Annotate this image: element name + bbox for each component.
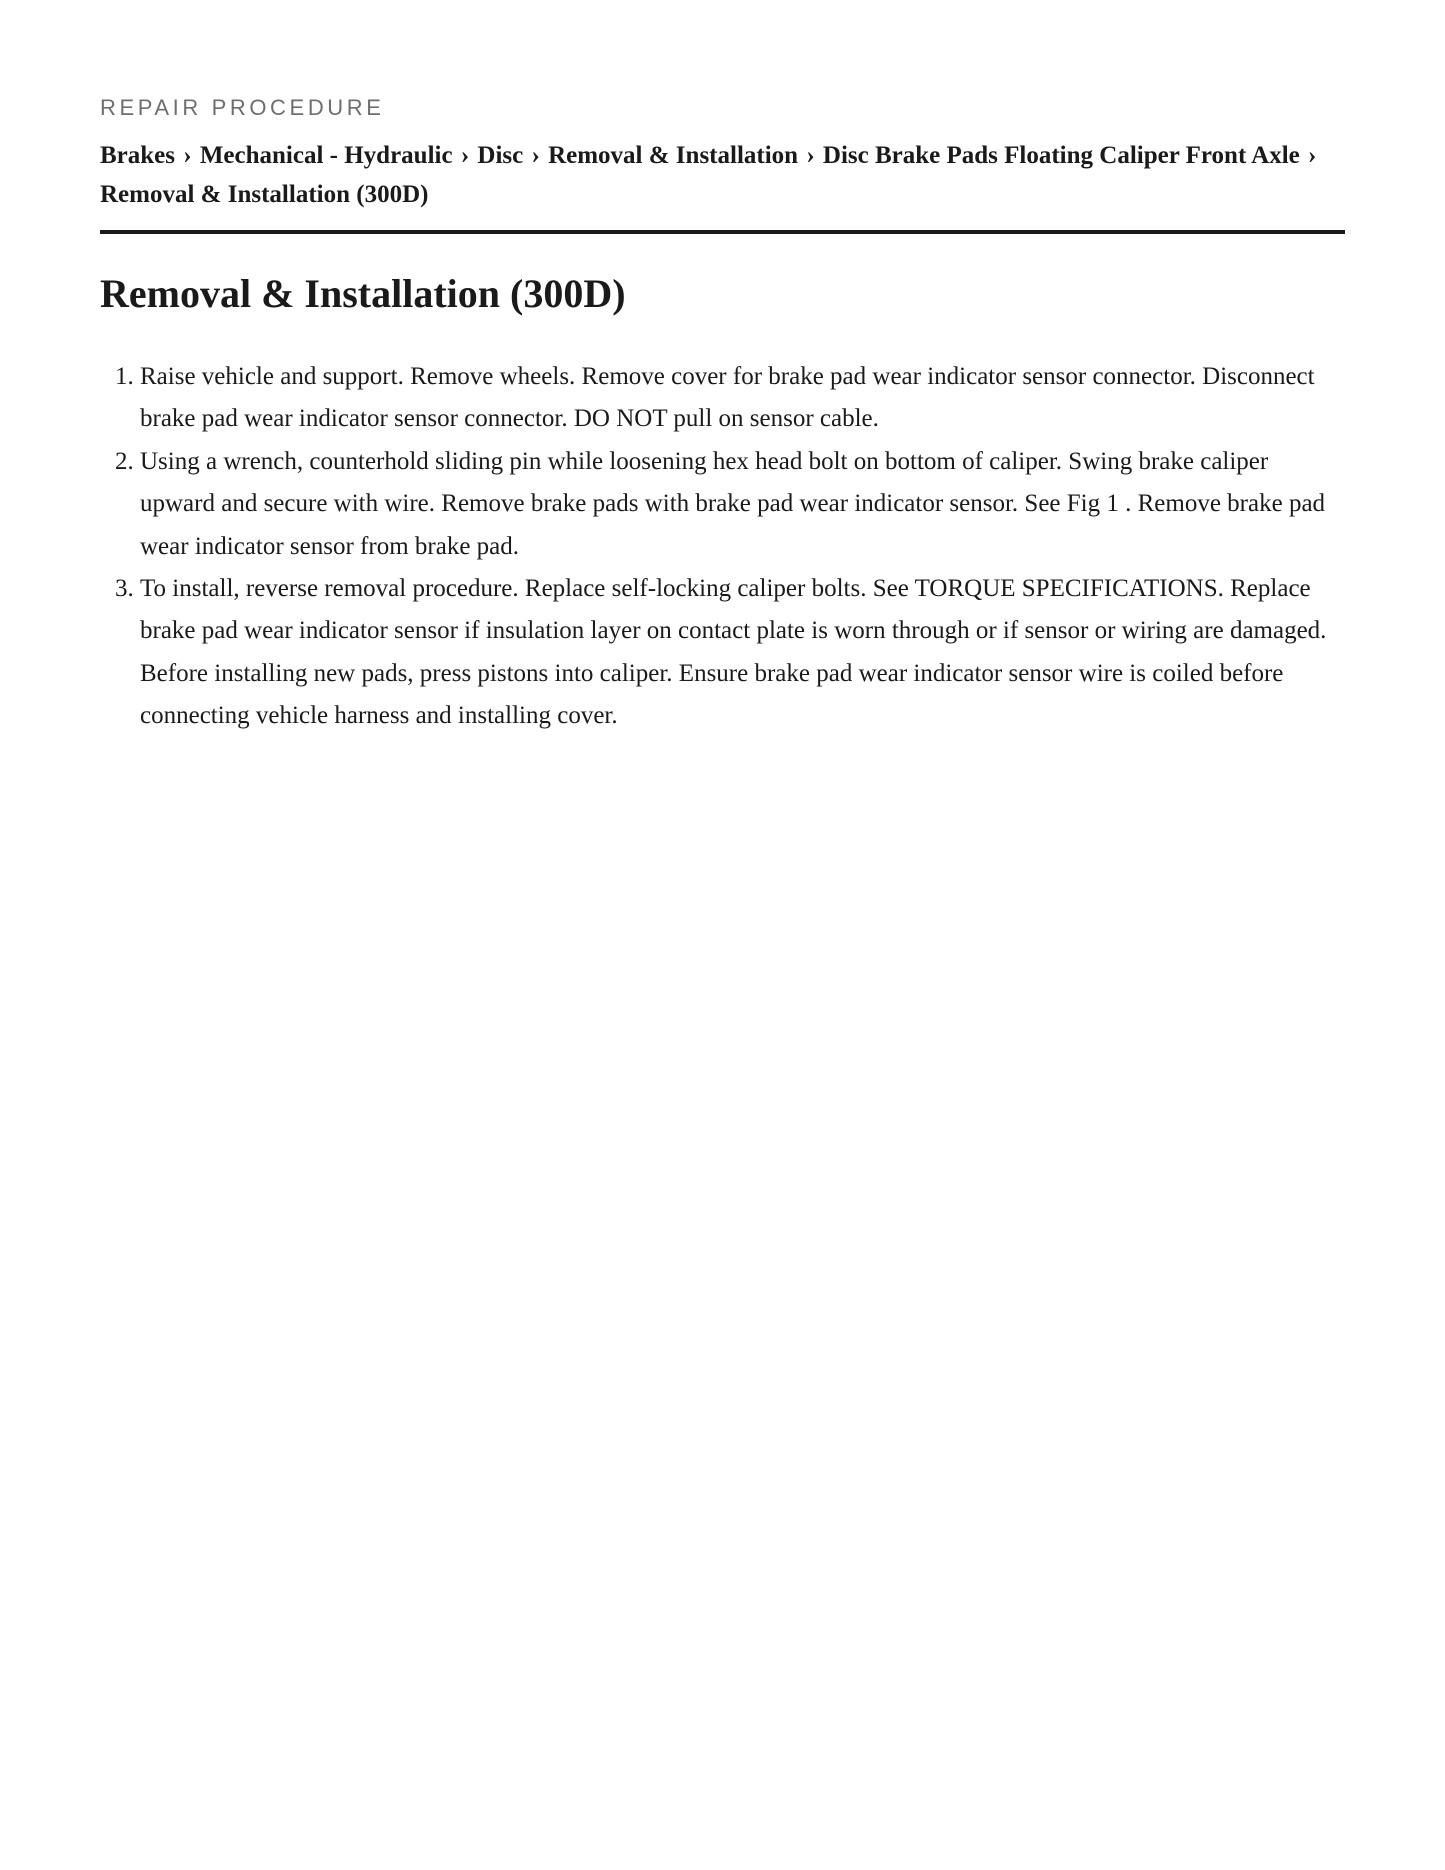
breadcrumb-item-disc-brake-pads[interactable]: Disc Brake Pads Floating Caliper Front Axle: [822, 142, 1300, 169]
procedure-step-3: 3. To install, reverse removal procedure. Replace self-locking caliper bolts. See TORQUE SPECIFICATIONS. Replace brake pad wear indicator sensor if insulation layer on contact plate is worn through or if sensor or wiring are damaged. Before installing new pads, press pistons into caliper. Ensure brake pad wear indicator sensor wire is coiled before connecting vehicle harness and installing cover.: [140, 568, 1345, 738]
procedure-step-2: 2. Using a wrench, counterhold sliding pin while loosening hex head bolt on bottom of caliper. Swing brake caliper upward and secure with wire. Remove brake pads with brake pad wear indicator sensor. See Fig 1 . Remove brake pad wear indicator sensor from brake pad.: [140, 441, 1345, 568]
breadcrumb-item-mechanical-hydraulic[interactable]: Mechanical - Hydraulic: [199, 142, 453, 169]
breadcrumb-item-disc[interactable]: Disc: [477, 142, 524, 169]
breadcrumb: [100, 136, 1345, 214]
breadcrumb-item-brakes[interactable]: Brakes: [100, 142, 175, 169]
breadcrumb-separator: ›: [460, 142, 470, 169]
header-divider: [100, 230, 1345, 234]
breadcrumb-separator: ›: [1307, 142, 1317, 169]
procedure-steps: [100, 356, 1345, 738]
breadcrumb-separator: ›: [531, 142, 540, 169]
breadcrumb-separator: ›: [806, 142, 815, 169]
breadcrumb-item-current: Removal & Installation (300D): [100, 181, 429, 208]
document-page: [100, 94, 1345, 738]
breadcrumb-item-removal-installation[interactable]: Removal & Installation: [548, 142, 799, 169]
breadcrumb-separator: ›: [183, 142, 192, 169]
page-title: Removal & Installation (300D): [100, 271, 626, 316]
section-eyebrow: REPAIR PROCEDURE: [100, 95, 385, 120]
procedure-step-1: 1. Raise vehicle and support. Remove wheels. Remove cover for brake pad wear indicator sensor connector. Disconnect brake pad wear indicator sensor connector. DO NOT pull on sensor cable.: [140, 356, 1345, 441]
